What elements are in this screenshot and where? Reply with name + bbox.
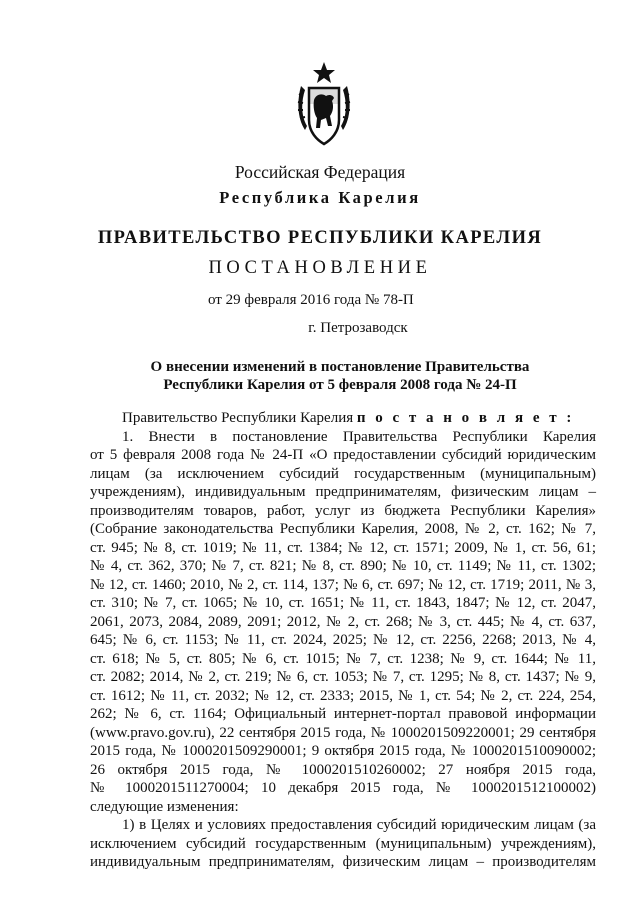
item-1-line: 2061, 2073, 2084, 2089, 2091; 2012, № 2, ст. 268; № 3, ст. 445; № 4, ст. 637, [90,613,596,630]
intro-prefix: Правительство Республики Карелия [122,410,357,426]
item-1-line: (Собрание законодательства Республики Карелия, 2008, № 2, ст. 162; № 7, [90,521,596,537]
item-1-line: 262; № 6, ст. 1164; Официальный интернет-портал правовой информации [90,706,596,722]
item-1-line: 1. Внести в постановление Правительства Республики Карелия [122,428,596,445]
item-1-1-paragraph [90,816,596,872]
item-1-line: (www.pravo.gov.ru), 22 сентября 2015 года, № 1000201509220001; 29 сентября [90,724,596,741]
item-1-line: ст. 1612; № 11, ст. 2032; № 12, ст. 2333; 2015, № 1, ст. 54; № 2, ст. 224, 254, [90,687,596,704]
item-1-line: 2015 года, № 1000201509290001; 9 октября 2015 года, № 1000201510090002; [90,743,596,759]
item-1-line: ст. 945; № 8, ст. 1019; № 11, ст. 1384; № 12, ст. 1571; 2009, № 1, ст. 56, 61; [90,539,596,556]
intro-paragraph [90,409,596,428]
item-1-line: 645; № 6, ст. 1153; № 11, ст. 2024, 2025; № 12, ст. 2256, 2268; 2013, № 4, [90,632,596,648]
item-1-line: учреждениям), индивидуальным предпринимателям, физическим лицам – [90,484,596,500]
decree-heading: ПОСТАНОВЛЕНИЕ [208,258,432,278]
document-title-line-2: Республики Карелия от 5 февраля 2008 года № 24-П [163,377,517,393]
intro-verb: п о с т а н о в л я е т : [356,410,575,426]
item-1-1-line: индивидуальным предпринимателям, физическим лицам – производителям [90,854,596,870]
item-1-line: от 5 февраля 2008 года № 24-П «О предоставлении субсидий юридическим [90,447,596,463]
item-1-line: производителям товаров, работ, услуг из бюджета Республики Карелия» [90,502,596,519]
coat-of-arms-icon [295,60,353,148]
decree-date: от 29 февраля 2016 года № 78-П [208,292,414,308]
item-1-1-line: исключением субсидий государственным (муниципальным) учреждениям), [90,835,596,852]
item-1-line: № 1000201511270004; 10 декабря 2015 года, № 1000201512100002) [90,780,596,796]
item-1-line: ст. 2082; 2014, № 2, ст. 219; № 6, ст. 1053; № 7, ст. 1295; № 8, ст. 1437; № 9, [90,669,596,685]
document-body [90,409,596,872]
document-title-line-1: О внесении изменений в постановление Правительства [150,359,530,375]
government-heading: ПРАВИТЕЛЬСТВО РЕСПУБЛИКИ КАРЕЛИЯ [97,228,543,248]
item-1-line: 26 октября 2015 года, № 1000201510260002; 27 ноября 2015 года, [90,761,596,778]
item-1-1-line: 1) в Целях и условиях предоставления субсидий юридическим лицам (за [122,817,596,833]
republic-label: Республика Карелия [219,188,421,207]
item-1-line: № 12, ст. 1460; 2010, № 2, ст. 114, 137; № 6, ст. 697; № 12, ст. 1719; 2011, № 3, [90,576,596,593]
federation-label: Российская Федерация [234,162,406,182]
item-1-line: ст. 310; № 7, ст. 1065; № 10, ст. 1651; № 11, ст. 1843, 1847; № 12, ст. 2047, [90,595,596,611]
item-1-line: ст. 618; № 5, ст. 805; № 6, ст. 1015; № 7, ст. 1238; № 9, ст. 1644; № 11, [90,650,596,667]
item-1-line: лицам (за исключением субсидий государственным (муниципальным) [90,465,596,482]
item-1-line: № 4, ст. 362, 370; № 7, ст. 821; № 8, ст. 890; № 10, ст. 1149; № 11, ст. 1302; [90,558,596,574]
item-1-paragraph [90,428,596,817]
city-label: г. Петрозаводск [308,320,408,336]
item-1-line: следующие изменения: [90,798,239,815]
